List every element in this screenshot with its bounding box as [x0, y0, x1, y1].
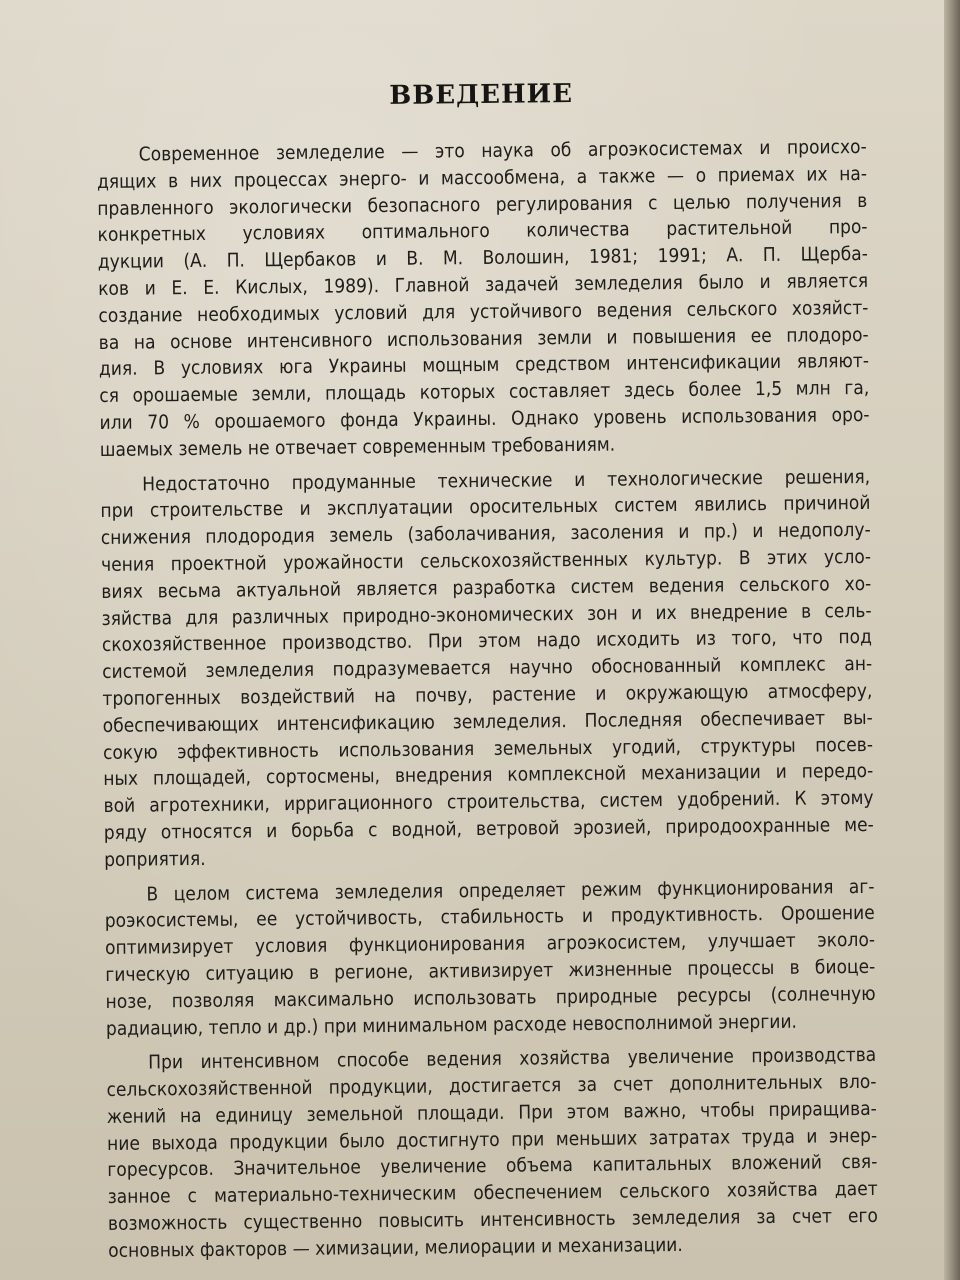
text-line: ков и Е. Е. Кислых, 1989). Главной задачей земледелия было и является — [98, 269, 869, 300]
text-line: сокую эффективность использования земельных угодий, структуры посев- — [102, 733, 874, 764]
text-line: правленного экологически безопасного регулирования с целью получения в — [97, 189, 868, 220]
text-block — [96, 76, 878, 1273]
text-line: скохозяйственное производство. При этом надо исходить из того, что под — [101, 626, 872, 657]
text-line: ряду относятся и борьба с водной, ветровой эрозией, природоохранные ме- — [103, 813, 874, 844]
text-line: горесурсов. Значительное увеличение объема капитальных вложений свя- — [107, 1151, 878, 1182]
text-line: виях весьма актуальной является разработка систем ведения сельского хо- — [101, 572, 872, 603]
page-edge-shadow — [944, 0, 960, 1280]
text-line: конкретных условиях оптимального количества растительной про- — [97, 216, 868, 247]
text-line: возможность существенно повысить интенсивность земледелия за счет его — [107, 1204, 879, 1236]
text-line: При интенсивном способе ведения хозяйства увеличение производства — [148, 1044, 877, 1074]
text-line: ся орошаемые земли, площадь которых составляет здесь более 1,5 млн га, — [99, 377, 870, 408]
text-line: сельскохозяйственной продукции, достигается за счет дополнительных вло- — [106, 1070, 877, 1102]
text-line: В целом система земледелия определяет режим функционирования аг- — [146, 875, 875, 906]
text-line: Современное земледелие — это наука об агроэкосистемах и происхо- — [138, 135, 867, 166]
text-line: ва на основе интенсивного использования земли и повышения ее плодоро- — [98, 323, 869, 354]
text-line: дящих в них процессах энерго- и массообмена, а также — о приемах их на- — [96, 162, 868, 193]
text-line: Недостаточно продуманные технические и технологические решения, — [142, 465, 871, 496]
text-line: дия. В условиях юга Украины мощным средством интенсификации являют- — [98, 350, 870, 381]
text-line: или 70 % орошаемого фонда Украины. Однако уровень использования оро- — [99, 403, 870, 434]
paragraph — [104, 873, 876, 1042]
text-line: гическую ситуацию в регионе, активизирует жизненные процессы в биоце- — [105, 955, 876, 986]
text-line: нозе, позволяя максимально использовать природные ресурсы (солнечную — [105, 982, 876, 1013]
text-line: при строительстве и эксплуатации оросительных систем явились причиной — [100, 492, 871, 523]
text-line: оптимизирует условия функционирования агроэкосистем, улучшает эколо- — [104, 928, 876, 960]
text-line: занное с материально-техническим обеспечением сельского хозяйства дает — [107, 1178, 878, 1209]
text-line: зяйства для различных природно-экономических зон и их внедрение в сель- — [101, 599, 872, 630]
text-line: шаемых земель не отвечает современным требованиям. — [99, 433, 616, 461]
text-line: роэкосистемы, ее устойчивость, стабильность и продуктивность. Орошение — [104, 902, 875, 933]
text-line: снижения плодородия земель (заболачивания, засоления и пр.) и недополу- — [100, 519, 871, 550]
paragraph — [100, 463, 874, 873]
text-line: чения проектной урожайности сельскохозяйственных культур. В этих усло- — [100, 545, 872, 576]
paragraph — [97, 134, 870, 464]
text-line: обеспечивающих интенсификацию земледелия. Последняя обеспечивает вы- — [102, 706, 873, 737]
text-line: вой агротехники, ирригационного строительства, систем удобрений. К этому — [103, 787, 874, 818]
text-line: системой земледелия подразумевается научно обоснованный комплекс ан- — [102, 653, 873, 684]
text-line: создание необходимых условий для устойчивого ведения сельского хозяйст- — [98, 296, 869, 327]
text-line: ных площадей, сортосмены, внедрения комплексной механизации и передо- — [103, 760, 874, 791]
text-line: основных факторов — химизации, мелиорации и механизации. — [108, 1233, 683, 1262]
text-line: роприятия. — [104, 847, 206, 871]
text-line: тропогенных воздействий на почву, растение и окружающую атмосферу, — [102, 679, 873, 710]
text-line: ние выхода продукции было достигнуто при меньших затратах труда и энер- — [106, 1124, 878, 1155]
body-text — [97, 134, 879, 1265]
page-title: ВВЕДЕНИЕ — [389, 79, 574, 111]
text-line: радиацию, тепло и др.) при минимальном расходе невосполнимой энергии. — [105, 1010, 798, 1040]
paragraph — [106, 1042, 878, 1264]
text-line: дукции (А. П. Щербаков и В. М. Волошин, 1981; 1991; А. П. Щерба- — [97, 243, 868, 274]
text-line: жений на единицу земельной площади. При этом важно, чтобы приращива- — [106, 1097, 877, 1128]
